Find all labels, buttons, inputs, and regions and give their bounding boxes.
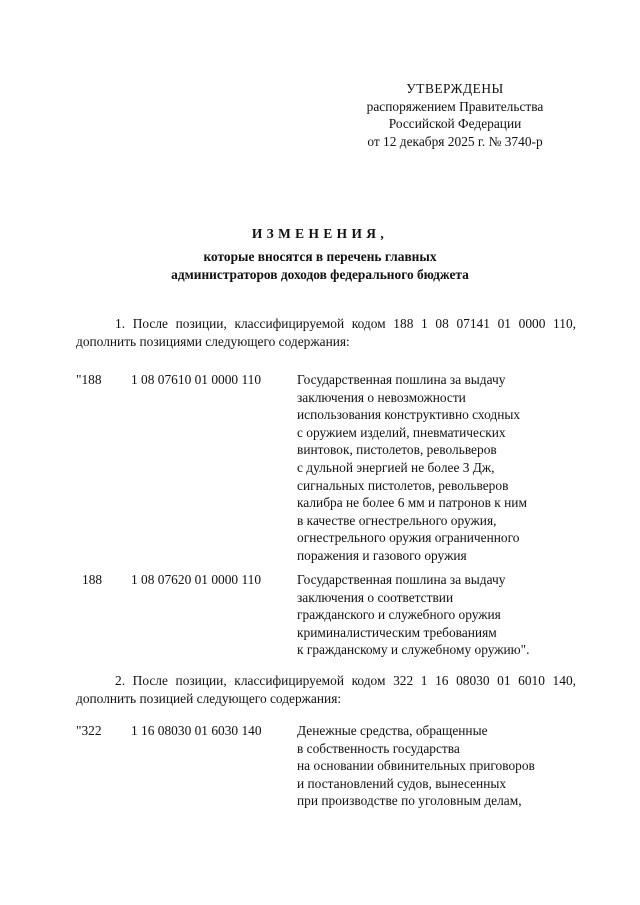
description-line: и постановлений судов, вынесенных [297, 775, 507, 791]
description-line: огнестрельного оружия ограниченного [297, 530, 520, 546]
approval-block [330, 80, 580, 150]
revenue-description [297, 571, 587, 659]
classification-code: 1 08 07610 01 0000 110 [131, 372, 262, 387]
subheading-line-1: которые вносятся в перечень главных [203, 249, 437, 264]
revenue-description [297, 722, 587, 810]
description-line: в собственность государства [297, 740, 460, 756]
description-line: к гражданскому и служебному оружию". [297, 642, 530, 658]
classification-code: 1 08 07620 01 0000 110 [131, 572, 262, 587]
description-line: заключения о соответствии [297, 589, 454, 605]
description-line: заключения о невозможности [297, 389, 466, 405]
description-line: поражения и газового оружия [297, 547, 467, 563]
description-line: криминалистическим требованиям [297, 624, 497, 640]
revenue-description [297, 371, 587, 565]
document-subheading [0, 248, 640, 283]
description-line: с оружием изделий, пневматических [297, 424, 506, 440]
approval-title: УТВЕРЖДЕНЫ [406, 81, 504, 96]
description-line: Денежные средства, обращенные [297, 723, 488, 738]
description-line: при производстве по уголовным делам, [297, 793, 522, 809]
section-2-paragraph [76, 672, 576, 707]
description-line: на основании обвинительных приговоров [297, 758, 535, 774]
subheading-line-2: администраторов доходов федерального бюджета [171, 266, 469, 282]
admin-code: 188 [82, 572, 103, 587]
admin-code: "188 [76, 372, 102, 387]
description-line: сигнальных пистолетов, револьверов [297, 477, 509, 493]
approval-line-3: от 12 декабря 2025 г. № 3740-р [367, 133, 543, 149]
section-2-text: 2. После позиции, классифицируемой кодом 322 1 16 08030 01 6010 140, дополнить позицией следующего содержания: [76, 673, 576, 706]
description-line: с дульной энергией не более 3 Дж, [297, 459, 495, 475]
section-1-paragraph [76, 315, 576, 350]
description-line: использования конструктивно сходных [297, 407, 521, 423]
description-line: калибра не более 6 мм и патронов к ним [297, 495, 527, 511]
admin-code: "322 [76, 723, 102, 738]
description-line: в качестве огнестрельного оружия, [297, 512, 497, 528]
description-line: гражданского и служебного оружия [297, 607, 501, 623]
description-line: Государственная пошлина за выдачу [297, 372, 506, 387]
approval-line-1: распоряжением Правительства [366, 98, 544, 114]
description-line: Государственная пошлина за выдачу [297, 572, 506, 587]
description-line: винтовок, пистолетов, револьверов [297, 442, 497, 458]
section-1-text: 1. После позиции, классифицируемой кодом 188 1 08 07141 01 0000 110, дополнить позициями следующего содержания: [76, 316, 576, 349]
classification-code: 1 16 08030 01 6030 140 [131, 723, 262, 738]
document-heading: ИЗМЕНЕНИЯ, [251, 226, 389, 241]
approval-line-2: Российской Федерации [388, 116, 522, 132]
